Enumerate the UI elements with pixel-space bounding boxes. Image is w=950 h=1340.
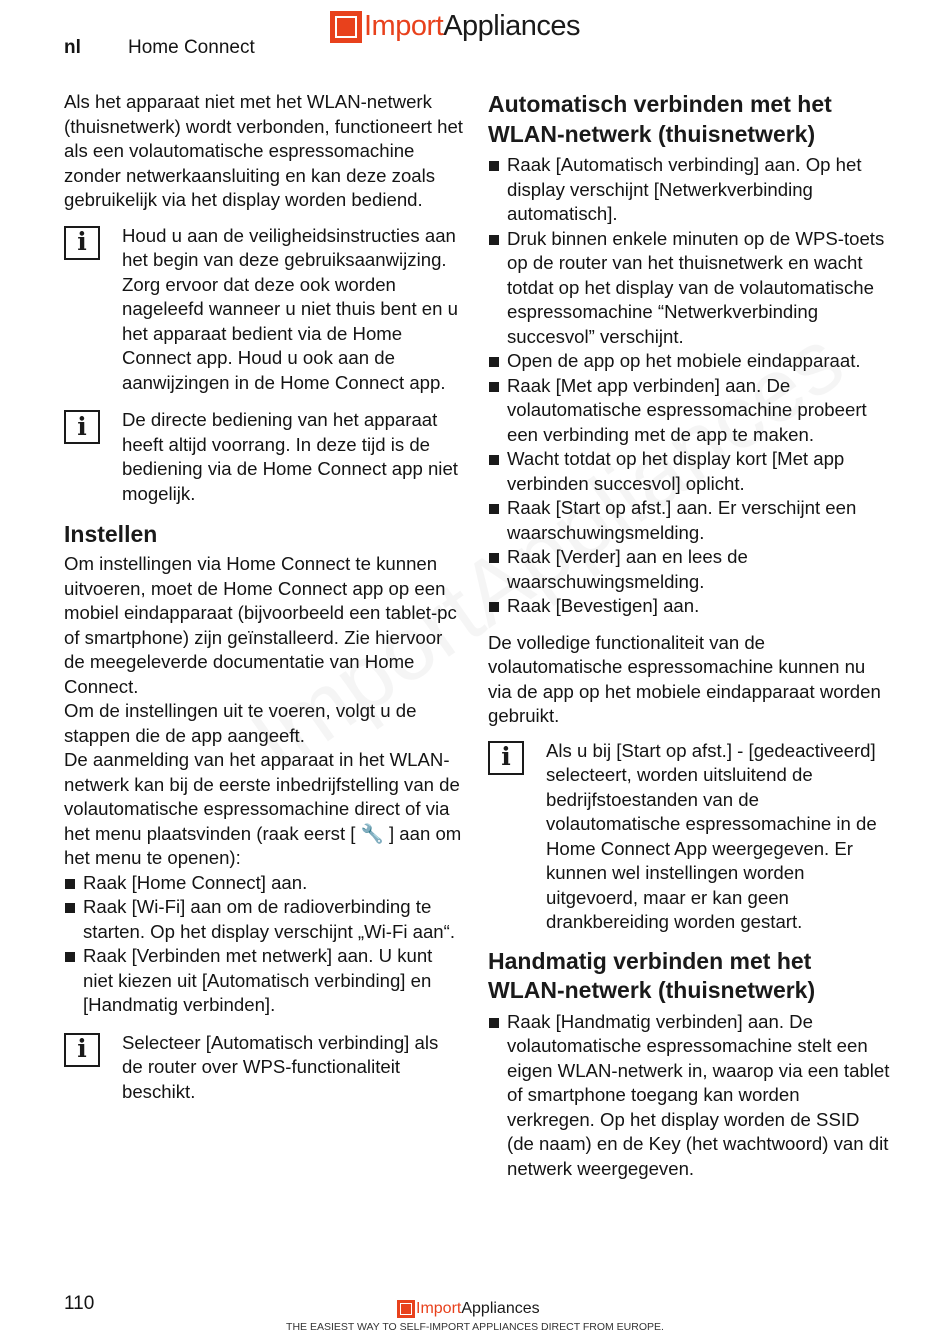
info-note-remote-start — [488, 739, 890, 935]
importappliances-logo-icon — [397, 1300, 415, 1318]
list-item: Raak [Automatisch verbinding] aan. Op het display verschijnt [Netwerkverbinding automatisch]. — [488, 153, 890, 227]
list-item: Raak [Verder] aan en lees de waarschuwingsmelding. — [488, 545, 890, 594]
list-item: Raak [Home Connect] aan. — [64, 871, 464, 896]
language-label: nl — [64, 37, 81, 58]
info-note-safety — [64, 224, 464, 396]
list-item: Raak [Handmatig verbinden] aan. De volautomatische espressomachine stelt een eigen WLAN-netwerk in, waarop via een tablet of smartphone toegang kan worden verkregen. Op het display worden de SSID (de naam) en de Key (het wachtwoord) van dit netwerk weergegeven. — [488, 1010, 890, 1182]
heading-manual-connect: Handmatig verbinden met het WLAN-netwerk (thuisnetwerk) — [488, 947, 816, 1003]
heading-automatic-connect: Automatisch verbinden met het WLAN-netwerk (thuisnetwerk) — [488, 91, 832, 147]
list-item: Raak [Met app verbinden] aan. De volautomatische espressomachine probeert een verbinding met de app te maken. — [488, 374, 890, 448]
logo-word-import: Import — [416, 1300, 462, 1317]
setup-steps-list — [64, 871, 464, 1018]
automatic-steps-list — [488, 153, 890, 619]
info-icon: i — [488, 741, 524, 775]
steps-paragraph: Om de instellingen uit te voeren, volgt u de stappen die de app aangeeft. — [64, 700, 417, 746]
info-icon: i — [64, 410, 100, 444]
setup-paragraph: Om instellingen via Home Connect te kunnen uitvoeren, moet de Home Connect app op een mobiel eindapparaat (bijvoorbeeld een tablet-pc of smartphone) zijn geïnstalleerd. Zie hiervoor de meegeleverde documentatie van Home Connect. — [64, 553, 457, 697]
list-item: Wacht totdat op het display kort [Met app verbinden succesvol] oplicht. — [488, 447, 890, 496]
list-item: Druk binnen enkele minuten op de WPS-toets op de router van het thuisnetwerk en wacht totdat op het display van de volautomatische espressomachine “Netwerkverbinding succesvol” verschijnt. — [488, 227, 890, 350]
info-note-text: Selecteer [Automatisch verbinding] als de router over WPS-functionaliteit beschikt. — [122, 1031, 439, 1102]
heading-instellen: Instellen — [64, 521, 158, 547]
info-note-wps — [64, 1031, 464, 1105]
functionality-paragraph: De volledige functionaliteit van de volautomatische espressomachine kunnen nu via de app op het mobiele eindapparaat worden gebruikt. — [488, 631, 881, 726]
info-icon: i — [64, 1033, 100, 1067]
right-column — [488, 90, 890, 1181]
footer-tagline: THE EASIEST WAY TO SELF-IMPORT APPLIANCES DIRECT FROM EUROPE. — [286, 1321, 664, 1333]
info-icon: i — [64, 226, 100, 260]
info-note-priority — [64, 408, 464, 506]
page-number: 110 — [64, 1293, 95, 1314]
registration-paragraph: De aanmelding van het apparaat in het WLAN-netwerk kan bij de eerste inbedrijfstelling van de volautomatische espressomachine direct of via het menu plaatsvinden (raak eerst [ 🔧 ] aan om het menu te openen): — [64, 749, 462, 868]
list-item: Raak [Wi-Fi] aan om de radioverbinding te starten. Op het display verschijnt „Wi-Fi aan“. — [64, 895, 464, 944]
logo-word-appliances: Appliances — [443, 10, 581, 42]
logo-word-appliances: Appliances — [461, 1300, 540, 1317]
header-logo — [330, 10, 580, 43]
intro-paragraph: Als het apparaat niet met het WLAN-netwerk (thuisnetwerk) wordt verbonden, functioneert het als een volautomatische espressomachine zonder netwerkaansluiting en kan deze zoals gebruikelijk via het display worden bediend. — [64, 91, 463, 210]
info-note-text: Als u bij [Start op afst.] - [gedeactiveerd] selecteert, worden uitsluitend de bedrijfstoestanden van de volautomatische espressomachine in de Home Connect App weergegeven. Er kunnen wel instellingen worden uitgevoerd, maar er kan geen drankbereiding worden gestart. — [546, 739, 877, 932]
info-note-text: Houd u aan de veiligheidsinstructies aan het begin van deze gebruiksaanwijzing. Zorg ervoor dat deze ook worden nageleefd wanneer u niet thuis bent en u het apparaat bedient via de Home Connect app. Houd u ook aan de aanwijzingen in de Home Connect app. — [122, 224, 458, 393]
left-column — [64, 90, 464, 1104]
list-item: Open de app op het mobiele eindapparaat. — [488, 349, 890, 374]
logo-word-import: Import — [364, 10, 444, 42]
list-item: Raak [Start op afst.] aan. Er verschijnt een waarschuwingsmelding. — [488, 496, 890, 545]
list-item: Raak [Verbinden met netwerk] aan. U kunt niet kiezen uit [Automatisch verbinding] en [Handmatig verbinden]. — [64, 944, 464, 1018]
section-title: Home Connect — [128, 37, 255, 58]
info-note-text: De directe bediening van het apparaat heeft altijd voorrang. In deze tijd is de bediening via de Home Connect app niet mogelijk. — [122, 409, 458, 504]
footer-logo — [397, 1300, 540, 1318]
list-item: Raak [Bevestigen] aan. — [488, 594, 890, 619]
importappliances-logo-icon — [330, 11, 362, 43]
manual-steps-list — [488, 1010, 890, 1182]
